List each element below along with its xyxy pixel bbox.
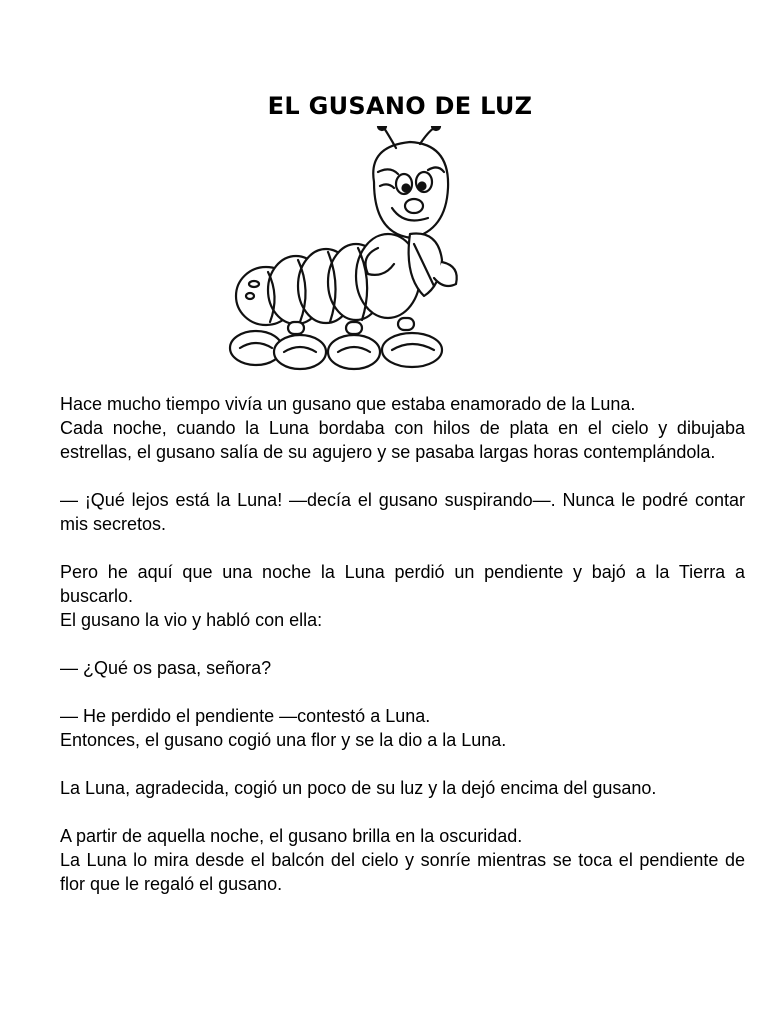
- story-paragraph: Pero he aquí que una noche la Luna perdió un pendiente y bajó a la Tierra a buscarlo.: [60, 562, 745, 606]
- story-paragraph: Entonces, el gusano cogió una flor y se la dio a la Luna.: [60, 730, 507, 750]
- document-title: EL GUSANO DE LUZ: [267, 92, 533, 120]
- story-paragraph: Cada noche, cuando la Luna bordaba con hilos de plata en el cielo y dibujaba estrellas, el gusano salía de su agujero y se pasaba largas horas contemplándola.: [60, 418, 745, 462]
- story-paragraph: La Luna lo mira desde el balcón del cielo y sonríe mientras se toca el pendiente de flor que le regaló el gusano.: [60, 850, 745, 894]
- story-paragraph: Hace mucho tiempo vivía un gusano que estaba enamorado de la Luna.: [60, 394, 636, 414]
- story-paragraph: A partir de aquella noche, el gusano brilla en la oscuridad.: [60, 826, 523, 846]
- story-paragraph: — He perdido el pendiente —contestó a Luna.: [60, 706, 431, 726]
- story-paragraph: El gusano la vio y habló con ella:: [60, 610, 323, 630]
- story-paragraph: La Luna, agradecida, cogió un poco de su luz y la dejó encima del gusano.: [60, 778, 657, 798]
- story-paragraph: — ¿Qué os pasa, señora?: [60, 658, 272, 678]
- story-paragraph: — ¡Qué lejos está la Luna! —decía el gusano suspirando—. Nunca le podré contar mis secretos.: [60, 490, 745, 534]
- story-text: [60, 392, 745, 896]
- caterpillar-illustration: [228, 126, 474, 376]
